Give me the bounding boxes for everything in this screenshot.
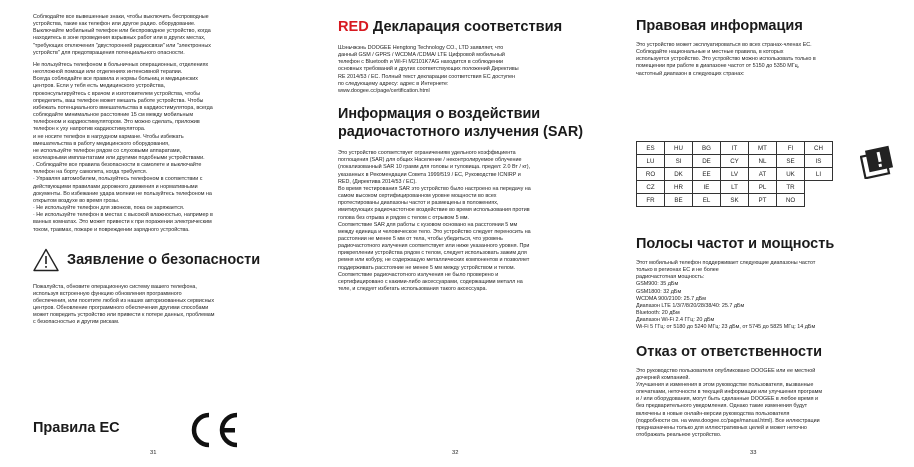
safety-paragraph-2: Не пользуйтесь телефоном в больничных операционных, отделениях неотложной помощи или отделениях интенсивной терапии. Всегда соблюдайте все правила и нормы больниц и медицинских центров. Если у тебя есть медицинского устройства, проконсультируйтесь с врачом и изготовителем устройства, чтобы определить, ваш телефон может мешать работе устройства. Чтобы избежать потенциального вмешательства в кардиостимулятора, всегда соблюдайте минимальное расстояние 15 см между мобильным телефоном и кардиостимулятором. Это можно сделать, приложив телефон к уху напротив кардиостимулятора. и не носите телефон в нагрудном кармане. Чтобы избежать вмешательства в работу медицинского оборудования, не используйте телефон рядом со слуховыми аппаратами, кохлеарными имплантатами или другими подобными устройствами. . Соблюдайте все правила безопасности в самолете и выключайте телефон на борту самолета, когда требуется. · Управляя автомобилем, пользуйтесь телефоном в соответствии с действующими правилами дорожного движения и нормативными документы. Во избежание удара молнии не пользуйтесь телефоном на открытом воздухе во время грозы. · Не используйте телефон для звонков, пока он заряжается. · Не используйте телефон в местах с высокой влажностью, например в ванных комнатах. Это может привести к при поражении электрическим током, травмах, пожаре и повреждении зарядного устройства. <box>33 61 213 233</box>
country-row <box>637 155 833 168</box>
country-row <box>637 142 833 155</box>
declaration-paragraph: Шэньчжэнь DOOGEE Hengtong Technology CO., LTD заявляет, что данный GSM / GPRS / WCDMA /CDMA/ LTE Цифровой мобильный телефон с Bluetooth и Wi-Fi M2101K7AG находится в соблюдении основных требований и других соответствующих положений Директивы RE 2014/53 / ЕС. Полный текст декларации соответствия ЕС доступен по следующему адресу: адрес в Интернете: www.doogee.cc/page/certification.html <box>338 45 519 94</box>
page-number-33: 33 <box>750 450 757 456</box>
safety-statement-paragraph: Пожалуйста, обновите операционную систему вашего телефона, используя встроенную функцию обновления программного обеспечения, или посетите любой из наших авторизованных сервисных центров. Обновление программного обеспечения другими способами может повредить устройство или привести к потере данных, проблемам с безопасностью и другим рискам. <box>33 283 215 326</box>
country-cell <box>805 181 833 194</box>
country-cell: NL <box>749 155 777 168</box>
country-cell: LI <box>805 168 833 181</box>
country-cell: DK <box>665 168 693 181</box>
country-cell: PT <box>749 194 777 207</box>
red-declaration-title <box>338 18 616 36</box>
country-cell: CZ <box>637 181 665 194</box>
sar-paragraph: Это устройство соответствует ограничениям удельного коэффициента поглощения (SAR) для общих Население / неконтролируемое облучение (локализованный SAR 10 грамм для головы и туловища. предел: 2.0 Вт / кг), указанных в Рекомендации Совета 1999/519 / ЕС, Руководстве ICNIRP и RED, (Директива 2014/53 / ЕС). Во время тестирования SAR это устройство было настроено на передачу на самом высоком сертифицированном уровне мощности во всех протестированы диапазоны частот и размещены в положениях, имитирующих радиочастотное воздействие во время использования против голова без отрыва и рядом с телом с отрывом 5 мм. Соответствие SAR для работы с кузовом основано на расстоянии 5 мм между единица и человеческое тело. Это устройство следует переносить на расстоянии не менее 5 мм от тела, чтобы убедиться, что уровень радиочастотного излучения соответствует или ниже указанного уровня. При прикреплении устройства рядом с телом, следует использовать зажим для ремня или кобуру, не содержащую металлических компонентов и позволяет поддерживать расстояние не менее 5 мм между устройством и телом. Соответствие радиочастотного излучения не было проверено и сертифицировано с какими-либо аксессуарами, содержащими металл на теле, и следует избегать использования такого аксессуара. <box>338 150 531 293</box>
country-cell: FR <box>637 194 665 207</box>
restriction-warning-icon <box>860 145 894 179</box>
country-cell: DE <box>693 155 721 168</box>
country-table <box>636 141 833 207</box>
country-cell: EL <box>693 194 721 207</box>
country-cell: MT <box>749 142 777 155</box>
country-cell: LV <box>721 168 749 181</box>
country-cell: BG <box>693 142 721 155</box>
country-cell: LU <box>637 155 665 168</box>
country-cell: RO <box>637 168 665 181</box>
red-title-rest: Декларация соответствия <box>368 19 563 35</box>
country-cell: EE <box>693 168 721 181</box>
country-restrictions <box>636 135 904 219</box>
legal-info-paragraph: Это устройство может эксплуатироваться во всех странах-членах ЕС. Соблюдайте национальные и местные правила, в которых используется устройство. Это устройство можно использовать только в помещении при работе в диапазоне частот от 5150 до 5350 МГц, частотный диапазон в следующих странах: <box>636 42 816 77</box>
eu-rules-row <box>33 410 298 450</box>
page-number-32: 32 <box>452 450 459 456</box>
sar-title: Информация о воздействии радиочастотного излучения (SAR) <box>338 106 584 141</box>
page-33 <box>636 18 904 78</box>
ce-mark-icon <box>185 410 243 450</box>
bands-title: Полосы частот и мощность <box>636 236 835 252</box>
country-row <box>637 181 833 194</box>
country-row <box>637 194 833 207</box>
liability-disclaimer-paragraph: Это руководство пользователя опубликовано DOOGEE или ее местной дочерней компанией. Улучшения и изменения в этом руководстве пользователя, вызванные опечатками, неточности в текущей информации или улучшения программ и / или оборудования, могут быть сделанные DOOGEE в любое время и без предварительного уведомления. Однако такие изменения будут включены в новые онлайн-версии руководства пользователя (подробности см. на www.doogee.cc/page/manual.html). Все иллюстрации предназначены только для иллюстративных целей и может неточно отображать реальное устройство. <box>636 367 823 438</box>
country-cell: ES <box>637 142 665 155</box>
country-row <box>637 168 833 181</box>
country-cell: FI <box>777 142 805 155</box>
page-33-lower <box>636 236 904 439</box>
red-label: RED <box>338 19 369 35</box>
country-cell: SK <box>721 194 749 207</box>
country-cell: IE <box>693 181 721 194</box>
page-32 <box>338 18 616 293</box>
disclaimer-heading-row <box>33 248 298 272</box>
country-cell: NO <box>777 194 805 207</box>
country-cell: SE <box>777 155 805 168</box>
eu-rules-title: Правила ЕС <box>33 420 120 436</box>
liability-disclaimer-title: Отказ от ответственности <box>636 343 823 360</box>
country-cell: CY <box>721 155 749 168</box>
country-cell: BE <box>665 194 693 207</box>
country-cell: PL <box>749 181 777 194</box>
country-cell: AT <box>749 168 777 181</box>
safety-statement-title: Заявление о безопасности <box>67 251 261 268</box>
country-cell: TR <box>777 181 805 194</box>
warning-triangle-icon <box>33 248 59 272</box>
country-cell: LT <box>721 181 749 194</box>
page-31 <box>33 14 298 327</box>
bands-paragraph: Этот мобильный телефон поддерживает следующие диапазоны частот только в регионах ЕС и не более радиочастотная мощность: GSM900: 35 дБм GSM1800: 32 дБм WCDMA 900/2100: 25.7 дБм Диапазон LTE 1/3/7/8/20/28/38/40: 25.7 дБм Bluetooth: 20 дБм Диапазон Wi-Fi 2.4 ГГц: 20 дБм Wi-Fi 5 ГГц: от 5180 до 5240 МГц: 23 дБм, от 5745 до 5825 МГц: 14 дБм <box>636 260 816 331</box>
safety-paragraph-1: Соблюдайте все вывешенные знаки, чтобы выключить беспроводные устройства, такие как телефон или другое радио. оборудование. Выключайте мобильный телефон или беспроводное устройство, когда находитесь в зоне проведения взрывных работ или в других местах, "требующих отключения "двусторонней радиосвязи" или "электронных устройств" для предотвращения потенциального опасности. <box>33 14 211 56</box>
page-number-31: 31 <box>150 450 157 456</box>
country-cell: HR <box>665 181 693 194</box>
legal-info-title: Правовая информация <box>636 18 803 34</box>
country-cell: IT <box>721 142 749 155</box>
country-cell <box>805 194 833 207</box>
country-cell: IS <box>805 155 833 168</box>
country-cell: HU <box>665 142 693 155</box>
country-cell: UK <box>777 168 805 181</box>
country-cell: CH <box>805 142 833 155</box>
country-cell: SI <box>665 155 693 168</box>
